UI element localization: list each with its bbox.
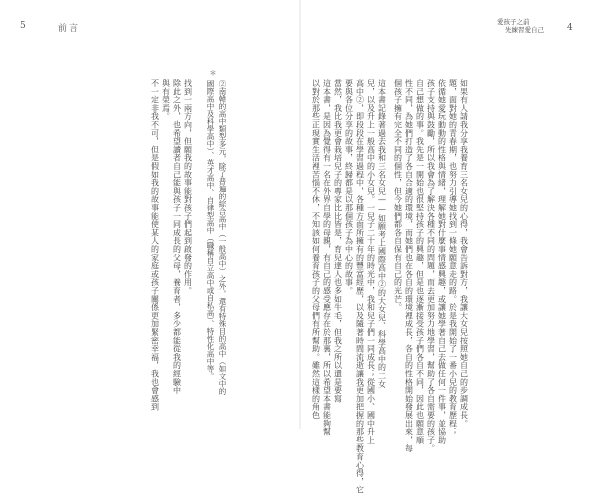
body-text-column: 高中②，即段段在學習過程中，各種方面所擁有的豐富經歷，以及隨著時間流逝讓我更加把握的那些教育心得，它	[355, 79, 365, 494]
body-text-column: 性不同，為她們打造了各自合適的環境，而她們也在各自的環境裡成長，各自的性格開始發展出來，每	[404, 79, 414, 453]
note-marker: ＊	[209, 69, 217, 77]
body-text-column: 兒，以及升上一般高中的小女兒。一兒子二十年的時光中，我和兒子們一同成長；從國小、國中升上	[366, 79, 376, 445]
spread-gutter	[299, 0, 301, 429]
body-text-column: 與有榮焉。	[161, 79, 171, 121]
running-title-line-1: 愛孩子之前	[497, 18, 530, 26]
right-page-number: 4	[567, 23, 573, 33]
left-running-title: 前言	[58, 24, 81, 34]
body-text-column: 如果有人請我分享我養育三名女兒的心得，我會告訴對方，我讓大女兒按照她自己的步調成長。	[459, 79, 469, 428]
body-text-column: 孩子支持與鼓勵，所以我會為了解決各種不同的問題，而去更加努力地學習，幫助了各自需要的孩子。	[426, 79, 436, 453]
body-text-column: 個孩子擁有完全不同的個性，但今她們都各自保有自己的光芒。	[393, 79, 403, 312]
body-text-column: 以對於那些正現實生活裡苦惱不休，不知該如何養育孩子的父母們有所幫助。雖然這樣的角色	[311, 79, 321, 420]
body-text-column: 題，面對她的青春期，也努力引導她找到一條她願意走的路。於是我開始了一番小兒的教育歷程；	[448, 79, 458, 436]
body-text-column: 當然，我比我更會栽培兒子的專家比比皆是，育兒達人也多如牛毛，但我之所以還是要寫	[333, 79, 343, 403]
body-text-column: 自己想做的事。我先是一開始也很堅持孩子的興趣，但是也逐漸接受孩子們各自不同，因此也願意順	[415, 79, 425, 445]
body-text-column: 這本書記錄著過去我和三名女兒——如願考上國際高中②的大女兒、科學高中的二女	[377, 79, 387, 389]
body-text-column: 不一定非我不可，但是假如我的故事能使某人的家庭或孩子關係更加緊密幸福，我也會感到	[150, 79, 160, 411]
footnote-line: 國際高中及科學高中）、英才高中、自律型高中（職稱自立高中或自私高）、特性化高中等。	[206, 80, 215, 380]
running-title-line-2: 先練習愛自己	[505, 26, 544, 34]
body-text-column: 這本書，是因為覺得有一名在外界自學的母親，有自己的感受應存在於那裏，所以希望本書能夠幫	[322, 79, 332, 436]
body-text-column: 要與各位分享的故事，終歸都是以那個孩子為中心的故事。	[344, 79, 354, 295]
left-page-number: 5	[20, 21, 26, 31]
body-text-column: 找到一兩方向，但願我的故事能對孩子們起到啟發的作用。	[183, 79, 193, 295]
body-text-column: 依循她愛玩動動的性格與情緒，理解她對什麼事情感興趣，或讓她學著自己去做任何一件事，並協助	[437, 79, 447, 445]
right-running-title	[497, 18, 552, 34]
body-text-column: 除此之外，也希望讀者自己能與孩子一同成長的父母，養育者，多少都能從我的經驗中	[172, 79, 182, 395]
footnote-line: ②南韓的高中類型多元，除了普遍的綜合高中（一般高中）之外，還有特殊目的高中（如文中的	[218, 80, 227, 395]
